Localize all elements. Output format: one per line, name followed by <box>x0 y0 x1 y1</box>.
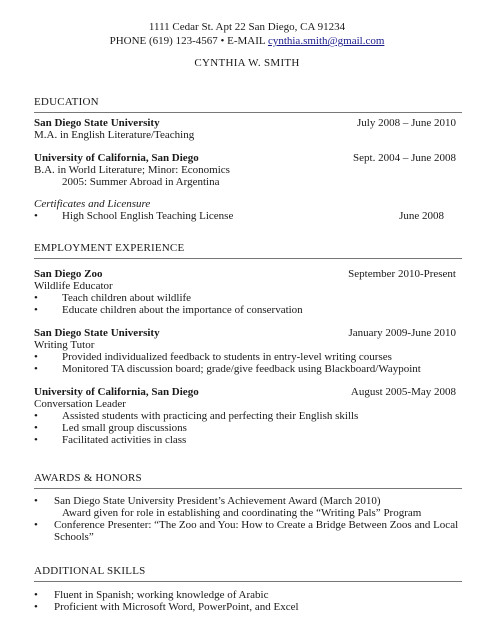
school-name: University of California, San Diego <box>34 152 199 164</box>
employment-rule <box>34 258 462 259</box>
employment-section-header <box>34 241 462 259</box>
bullet-icon: • <box>34 601 38 613</box>
bullet-icon: • <box>34 495 38 507</box>
phone-text: PHONE (619) 123-4567 • E-MAIL <box>109 35 268 47</box>
bullet-icon: • <box>34 422 38 434</box>
award-description: Award given for role in establishing and coordinating the “Writing Pals” Program <box>62 507 422 519</box>
bullet-icon: • <box>34 292 38 304</box>
org-name: San Diego Zoo <box>34 268 103 280</box>
degree-line: B.A. in World Literature; Minor: Economics <box>34 164 230 176</box>
job-dates: August 2005-May 2008 <box>350 386 456 398</box>
entry-dates: Sept. 2004 – June 2008 <box>353 152 456 164</box>
job-role: Conversation Leader <box>34 398 126 410</box>
entry-dates: July 2008 – June 2010 <box>357 117 456 129</box>
job-role: Wildlife Educator <box>34 280 113 292</box>
bullet-icon: • <box>34 363 38 375</box>
bullet-icon: • <box>34 589 38 601</box>
cert-date: June 2008 <box>399 210 444 222</box>
education-section-header <box>34 95 462 113</box>
awards-title: AWARDS & HONORS <box>34 472 142 484</box>
job-role: Writing Tutor <box>34 339 95 351</box>
award-continuation: Schools” <box>54 531 94 543</box>
employment-title: EMPLOYMENT EXPERIENCE <box>34 242 185 254</box>
education-title: EDUCATION <box>34 96 99 108</box>
cert-title: Certificates and Licensure <box>34 198 151 210</box>
address: 1111 Cedar St. Apt 22 San Diego, CA 91234 <box>148 21 346 33</box>
candidate-name: CYNTHIA W. SMITH <box>194 57 300 69</box>
bullet-icon: • <box>34 210 38 222</box>
phone-email-line <box>0 34 494 48</box>
degree-line: M.A. in English Literature/Teaching <box>34 129 195 141</box>
bullet-icon: • <box>34 351 38 363</box>
resume-page: 1111 Cedar St. Apt 22 San Diego, CA 91234 PHONE (619) 123-4567 • E-MAIL cynthia.smith@gmail.com CYNTHIA W. SMITH EDUCATION San Diego State University July 2008 – June 2010 M.A. in English Literature/Teaching University of California, San Diego Sept. 2004 – June 2008 B.A. in World Literature; Minor: Economics 2005: Summer Abroad in Argentina Certificates and Licensure • High School English Teaching License June 2008 EMPLOYMENT EXPERIENCE San Diego Zoo September 2010-Present Wildlife Educator • Teach children about wildlife • Educate children about the importance of conservation San Diego State University January 2009-June 2010 Writing Tutor • Provided individualized feedback to students in entry-level writing courses • Monitored TA discussion board; grade/give feedback using Blackboard/Waypoint University of California, San Diego August 2005-May 2008 Conversation Leader • Assisted students with practicing and perfecting their English skills • Led small group discussions • Facilitated activities in class AWARDS & HONORS • San Diego State University President’s Achievement Award (March 2010) Award given for role in establishing and coordinating the “Writing Pals” Program • Conference Presenter: “The Zoo and You: How to Create a Bridge Between Zoos and Local Schools” ADDITIONAL SKILLS • Fluent in Spanish; working knowledge of Arabic • Proficient with Microsoft Word, PowerPoint, and Excel <box>0 0 494 640</box>
awards-rule <box>34 488 462 489</box>
education-rule <box>34 112 462 113</box>
job-dates: September 2010-Present <box>348 268 456 280</box>
skills-section-header <box>34 564 462 582</box>
bullet-icon: • <box>34 304 38 316</box>
bullet-icon: • <box>34 410 38 422</box>
email-link[interactable]: cynthia.smith@gmail.com <box>267 35 385 47</box>
job-entry-2 <box>34 327 456 340</box>
school-name: San Diego State University <box>34 117 160 129</box>
abroad-line: 2005: Summer Abroad in Argentina <box>62 176 220 188</box>
bullet-icon: • <box>34 519 38 531</box>
bullet-icon: • <box>34 434 38 446</box>
job-dates: January 2009-June 2010 <box>348 327 456 339</box>
contact-header <box>0 20 494 48</box>
awards-section-header <box>34 471 462 489</box>
skills-title: ADDITIONAL SKILLS <box>34 565 146 577</box>
org-name: University of California, San Diego <box>34 386 199 398</box>
skills-rule <box>34 581 462 582</box>
org-name: San Diego State University <box>34 327 160 339</box>
